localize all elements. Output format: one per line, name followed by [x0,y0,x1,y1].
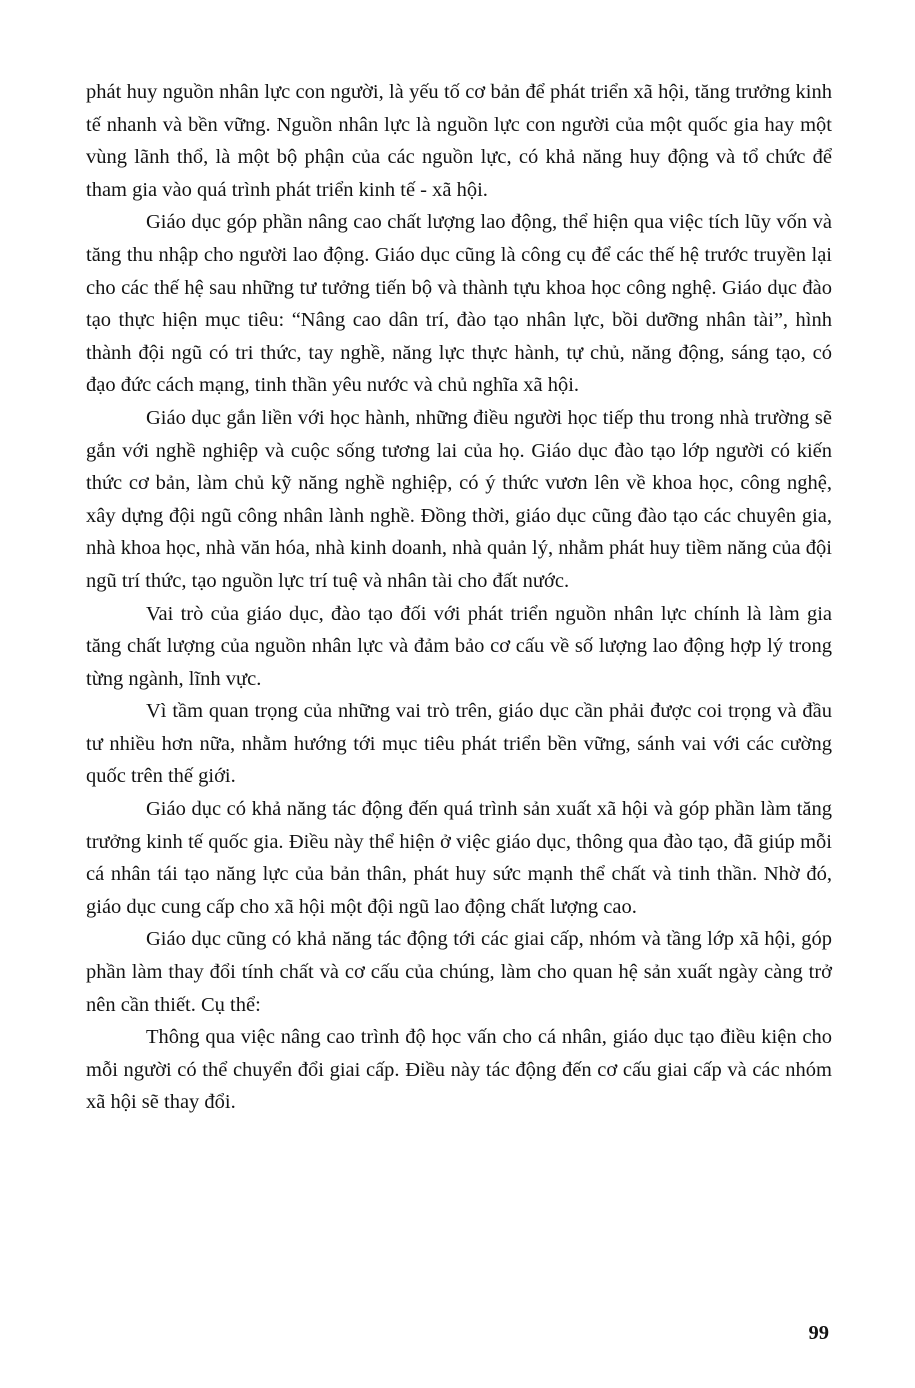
paragraph: phát huy nguồn nhân lực con người, là yếu tố cơ bản để phát triển xã hội, tăng trưởng kinh tế nhanh và bền vững. Nguồn nhân lực là nguồn lực con người của một quốc gia hay một vùng lãnh thổ, là một bộ phận của các nguồn lực, có khả năng huy động và tổ chức để tham gia vào quá trình phát triển kinh tế - xã hội. [86,81,832,201]
paragraph: Giáo dục góp phần nâng cao chất lượng lao động, thể hiện qua việc tích lũy vốn và tăng thu nhập cho người lao động. Giáo dục cũng là công cụ để các thế hệ trước truyền lại cho các thế hệ sau những tư tưởng tiến bộ và thành tựu khoa học công nghệ. Giáo dục đào tạo thực hiện mục tiêu: “Nâng cao dân trí, đào tạo nhân lực, bồi dưỡng nhân tài”, hình thành đội ngũ có tri thức, tay nghề, năng lực thực hành, tự chủ, năng động, sáng tạo, có đạo đức cách mạng, tinh thần yêu nước và chủ nghĩa xã hội. [86,211,832,397]
paragraph: Giáo dục có khả năng tác động đến quá trình sản xuất xã hội và góp phần làm tăng trưởng kinh tế quốc gia. Điều này thể hiện ở việc giáo dục, thông qua đào tạo, đã giúp mỗi cá nhân tái tạo năng lực của bản thân, phát huy sức mạnh thể chất và tinh thần. Nhờ đó, giáo dục cung cấp cho xã hội một đội ngũ lao động chất lượng cao. [86,798,832,918]
paragraph: Vai trò của giáo dục, đào tạo đối với phát triển nguồn nhân lực chính là làm gia tăng chất lượng của nguồn nhân lực và đảm bảo cơ cấu về số lượng lao động hợp lý trong từng ngành, lĩnh vực. [86,602,832,690]
paragraph: Giáo dục gắn liền với học hành, những điều người học tiếp thu trong nhà trường sẽ gắn với nghề nghiệp và cuộc sống tương lai của họ. Giáo dục đào tạo lớp người có kiến thức cơ bản, làm chủ kỹ năng nghề nghiệp, có ý thức vươn lên về khoa học, công nghệ, xây dựng đội ngũ công nhân lành nghề. Đồng thời, giáo dục cũng đào tạo các chuyên gia, nhà khoa học, nhà văn hóa, nhà kinh doanh, nhà quản lý, nhằm phát huy tiềm năng của đội ngũ trí thức, tạo nguồn lực trí tuệ và nhân tài cho đất nước. [86,406,832,592]
body-text [86,76,832,1119]
page-number: 99 [808,1322,829,1344]
paragraph: Vì tầm quan trọng của những vai trò trên, giáo dục cần phải được coi trọng và đầu tư nhiều hơn nữa, nhằm hướng tới mục tiêu phát triển bền vững, sánh vai với các cường quốc trên thế giới. [86,700,832,788]
paragraph: Giáo dục cũng có khả năng tác động tới các giai cấp, nhóm và tầng lớp xã hội, góp phần làm thay đổi tính chất và cơ cấu của chúng, làm cho quan hệ sản xuất ngày càng trở nên cần thiết. Cụ thể: [86,928,832,1016]
paragraph: Thông qua việc nâng cao trình độ học vấn cho cá nhân, giáo dục tạo điều kiện cho mỗi người có thể chuyển đổi giai cấp. Điều này tác động đến cơ cấu giai cấp và các nhóm xã hội sẽ thay đổi. [86,1026,832,1114]
